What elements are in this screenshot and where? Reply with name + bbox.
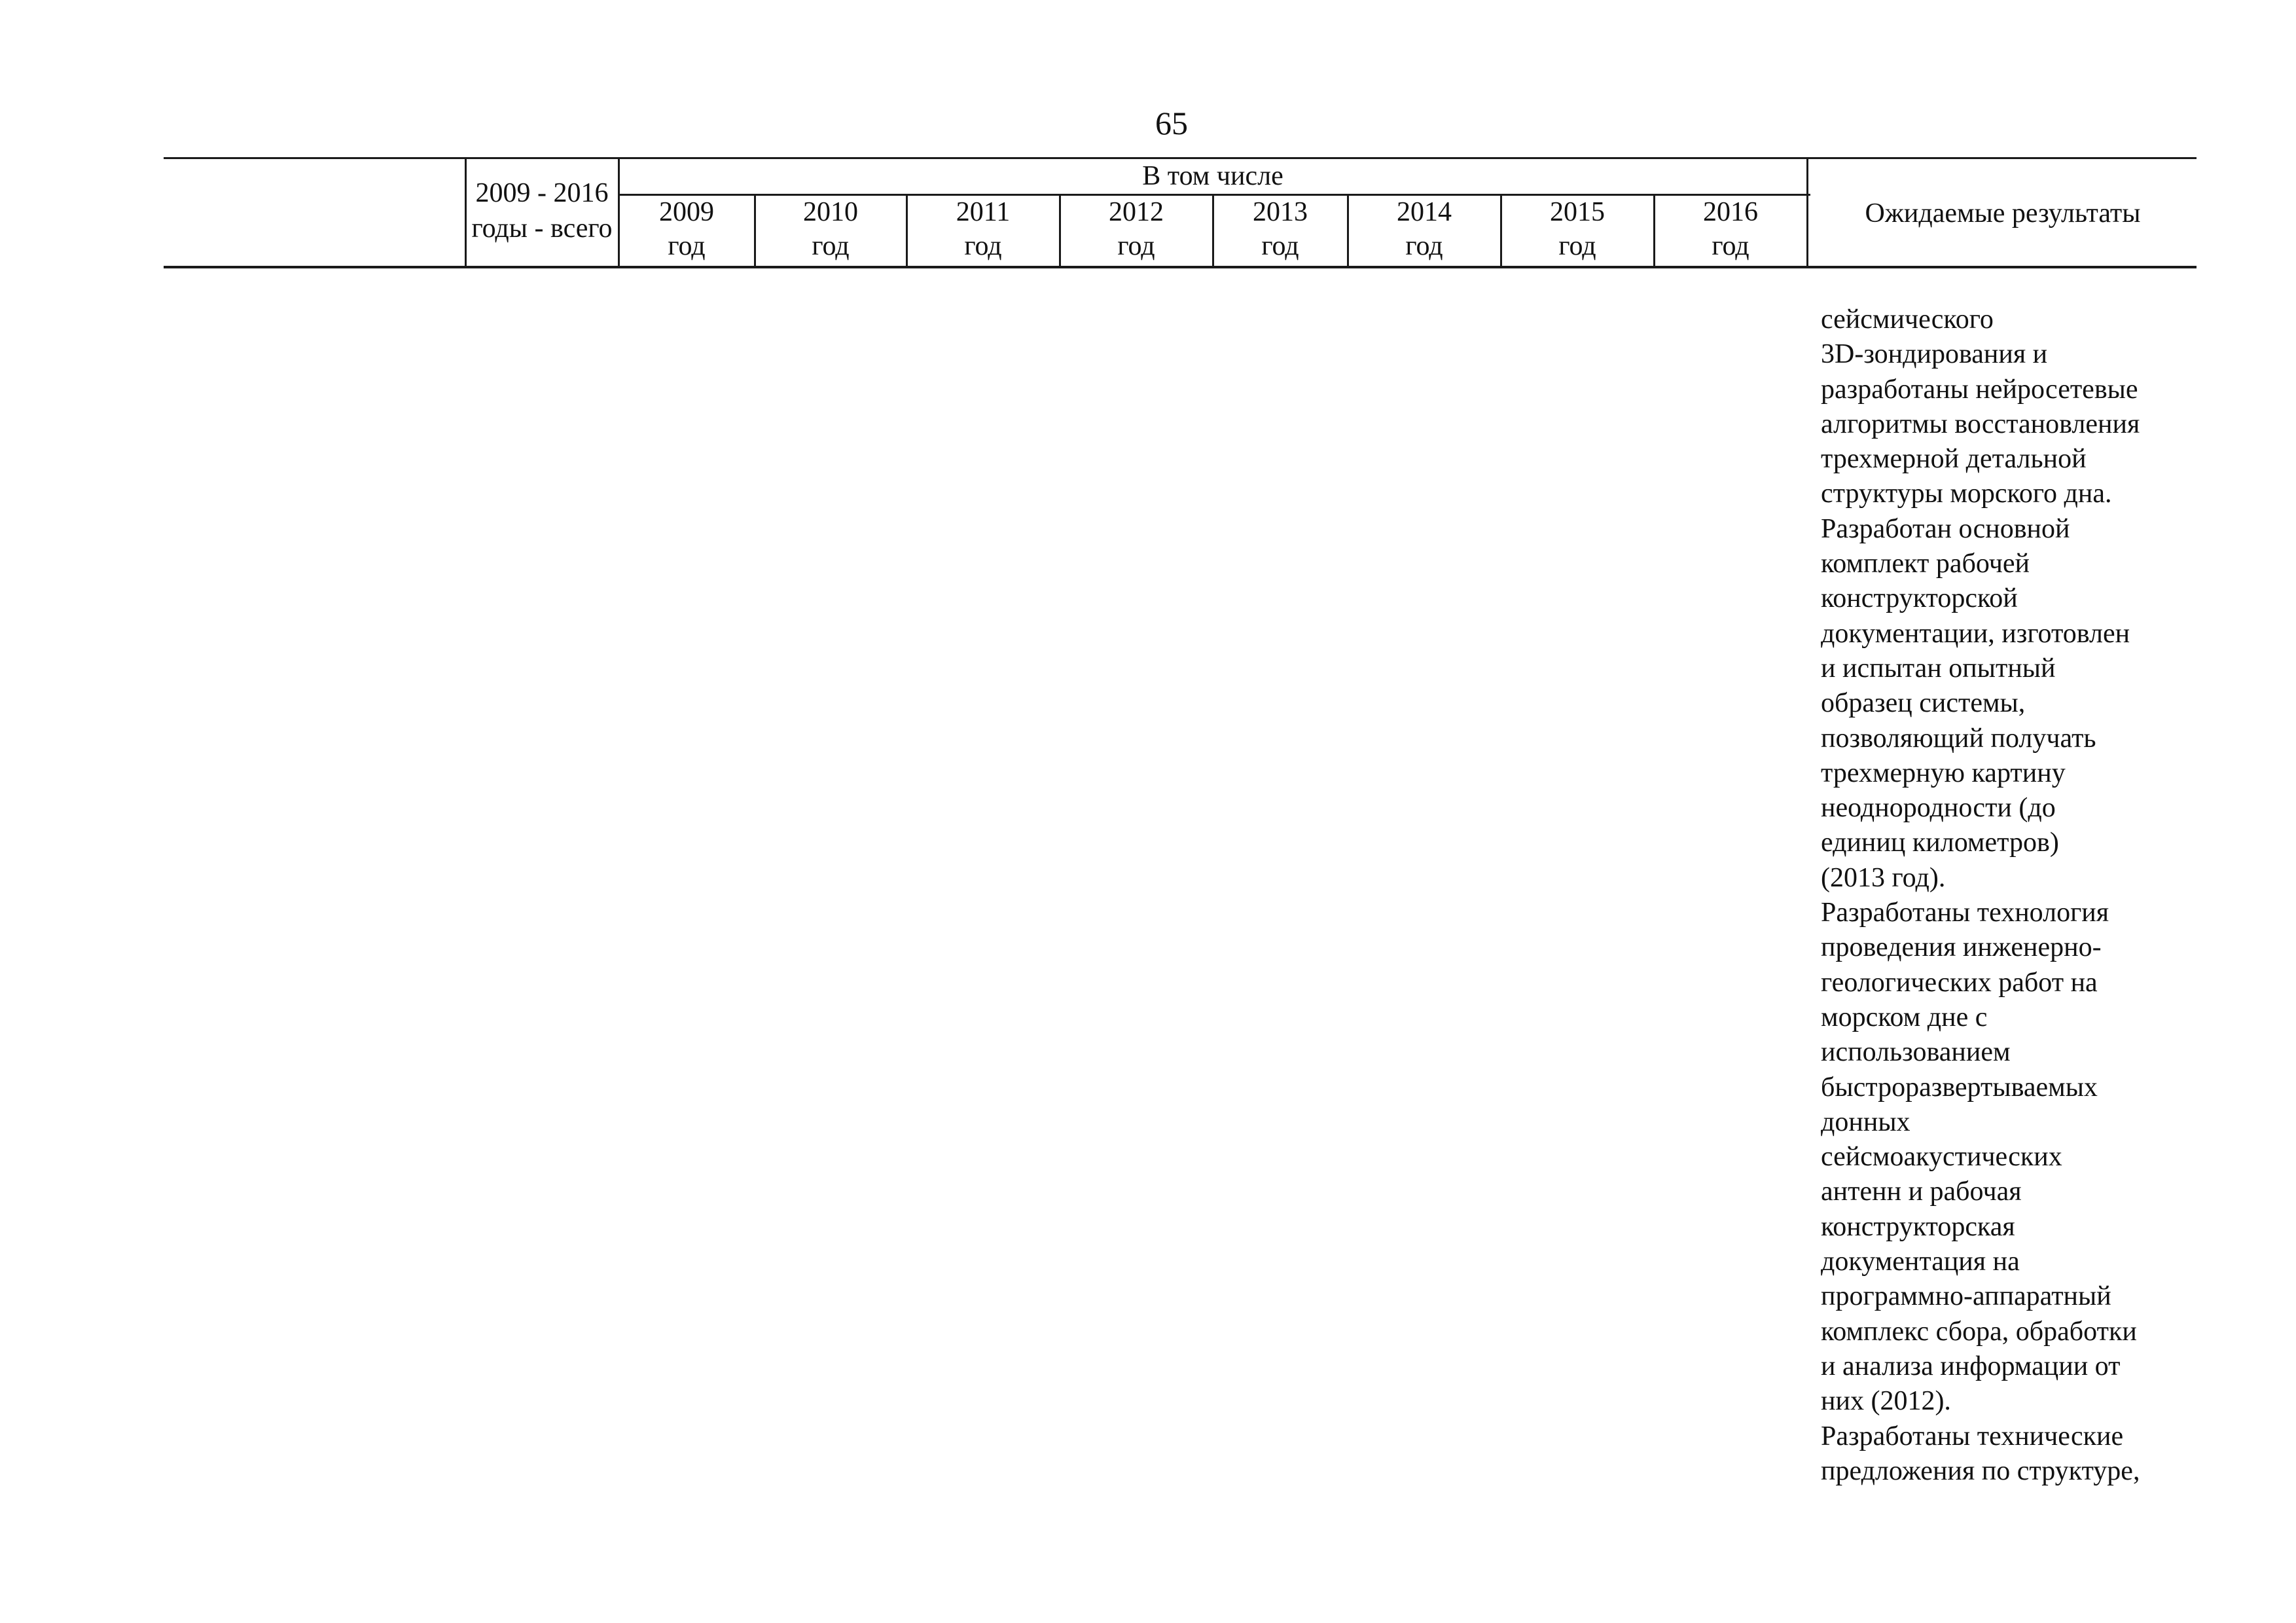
year-header-2014 [1348, 195, 1500, 267]
results-line: единиц километров) [1821, 828, 2059, 858]
results-line: использованием [1821, 1037, 2011, 1068]
year-label: 2010 [803, 197, 858, 227]
results-line: антенн и рабочая [1821, 1176, 2022, 1207]
year-unit: год [1558, 231, 1596, 261]
year-label: 2016 [1703, 197, 1758, 227]
year-unit: год [668, 231, 706, 261]
results-line: 3D-зондирования и [1821, 339, 2048, 370]
results-line: комплекс сбора, обработки [1821, 1316, 2137, 1347]
results-line: конструкторская [1821, 1211, 2015, 1242]
results-line: и испытан опытный [1821, 653, 2056, 684]
results-line: морском дне с [1821, 1002, 1988, 1032]
results-line: конструкторской [1821, 583, 2018, 614]
year-header-2015 [1501, 195, 1653, 267]
results-line: сейсмоакустических [1821, 1142, 2062, 1173]
results-line: Разработаны технические [1821, 1421, 2124, 1451]
results-line: геологических работ на [1821, 967, 2098, 998]
year-header-2012 [1060, 195, 1212, 267]
results-line: (2013 год). [1821, 862, 1946, 893]
results-line: Разработаны технология [1821, 898, 2109, 928]
results-line: позволяющий получать [1821, 723, 2096, 754]
results-line: Разработан основной [1821, 513, 2070, 544]
year-unit: год [1405, 231, 1443, 261]
year-unit: год [1261, 231, 1299, 261]
total-column-header [466, 175, 618, 246]
year-label: 2012 [1109, 197, 1164, 227]
results-column-header: Ожидаемые результаты [1865, 198, 2141, 228]
results-line: образец системы, [1821, 688, 2026, 719]
results-line: документации, изготовлен [1821, 618, 2130, 649]
total-column-line1: 2009 - 2016 [475, 178, 609, 208]
year-label: 2011 [956, 197, 1011, 227]
results-line: трехмерной детальной [1821, 444, 2087, 475]
year-unit: год [964, 231, 1002, 261]
results-line: разработаны нейросетевые [1821, 374, 2138, 405]
results-line: донных [1821, 1106, 1910, 1137]
results-line: и анализа информации от [1821, 1351, 2121, 1381]
year-label: 2014 [1397, 197, 1452, 227]
results-line: предложения по структуре, [1821, 1455, 2140, 1486]
results-line: программно-аппаратный [1821, 1281, 2111, 1312]
results-line: структуры морского дна. [1821, 479, 2112, 509]
results-line: комплект рабочей [1821, 549, 2030, 579]
year-label: 2015 [1550, 197, 1605, 227]
year-unit: год [812, 231, 850, 261]
page-number: 65 [1155, 105, 1188, 141]
total-column-line2: годы - всего [471, 213, 613, 244]
year-header-2016 [1655, 195, 1806, 267]
header-top-rule [164, 157, 2197, 159]
year-header-2013 [1213, 195, 1347, 267]
year-header-2009 [619, 195, 754, 267]
results-line: них (2012). [1821, 1386, 1951, 1417]
year-unit: год [1117, 231, 1155, 261]
year-label: 2009 [659, 197, 714, 227]
results-text [1821, 302, 2187, 1489]
year-header-2011 [907, 195, 1059, 267]
results-line: документация на [1821, 1247, 2020, 1277]
year-unit: год [1712, 231, 1749, 261]
results-line: сейсмического [1821, 304, 1994, 335]
including-header: В том числе [1142, 161, 1283, 191]
year-header-2010 [755, 195, 906, 267]
results-line: неоднородности (до [1821, 793, 2056, 824]
results-line: быстроразвертываемых [1821, 1072, 2098, 1103]
results-line: проведения инженерно- [1821, 932, 2102, 963]
results-line: трехмерную картину [1821, 757, 2066, 788]
results-line: алгоритмы восстановления [1821, 409, 2140, 439]
year-label: 2013 [1253, 197, 1308, 227]
